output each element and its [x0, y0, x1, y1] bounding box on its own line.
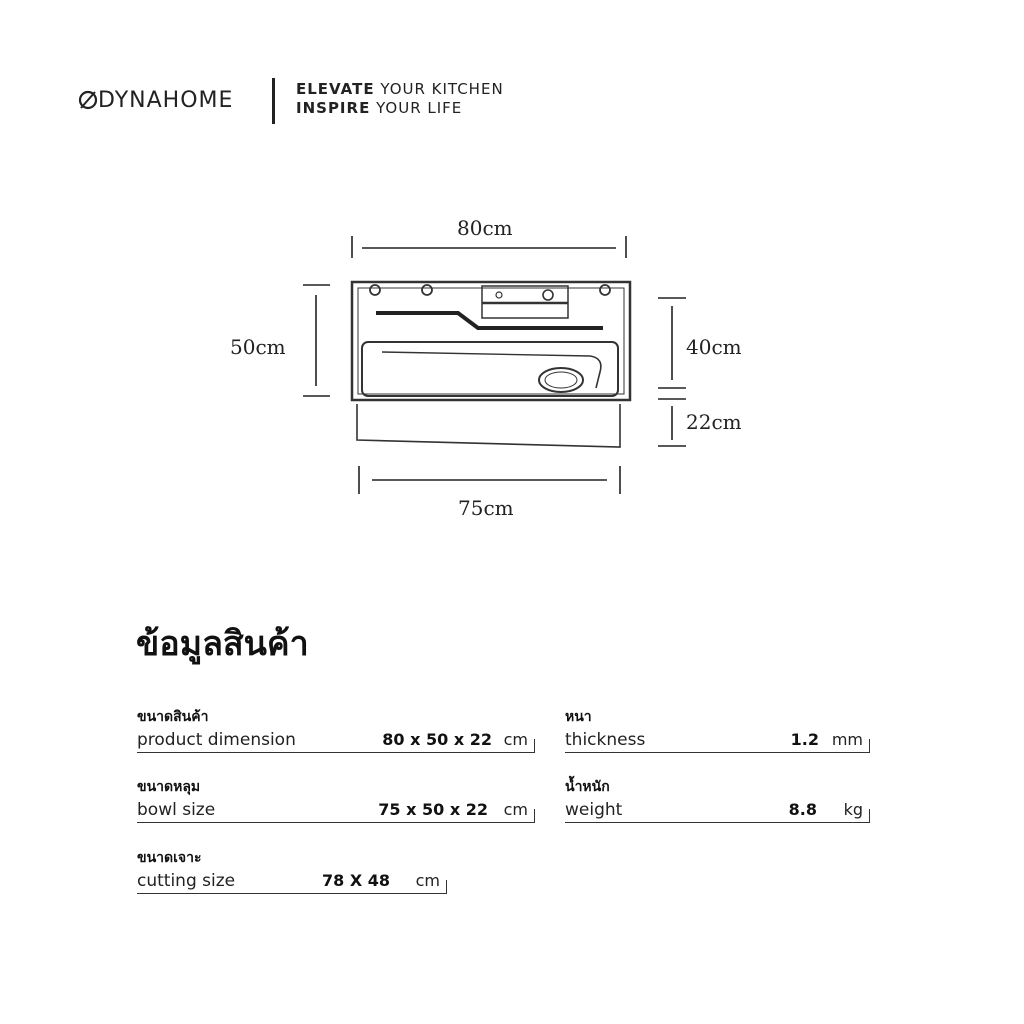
- spec-value: 8.8: [788, 800, 817, 819]
- spec-english-label: cutting size: [137, 871, 236, 891]
- spec-thai-label: ขนาดสินค้า: [137, 709, 209, 725]
- spec-unit: cm: [503, 730, 528, 749]
- dim-label-bowl-depth: 40cm: [686, 335, 742, 359]
- spec-value: 80 x 50 x 22: [382, 730, 492, 749]
- spec-unit: mm: [831, 730, 863, 749]
- spec-thai-label: หนา: [565, 709, 592, 725]
- sink-ledge: [376, 313, 603, 328]
- spec-value: 78 X 48: [321, 871, 390, 890]
- spec-row: [137, 867, 446, 894]
- spec-english-label: bowl size: [137, 800, 216, 820]
- spec-cutting-size: [137, 849, 446, 894]
- spec-weight: [565, 778, 869, 823]
- spec-unit: cm: [415, 871, 440, 890]
- dim-label-depth: 50cm: [230, 335, 286, 359]
- spec-value: 75 x 50 x 22: [378, 800, 488, 819]
- dim-label-top-width: 80cm: [457, 216, 513, 240]
- spec-english-label: thickness: [565, 730, 646, 750]
- tap-hole-2: [422, 285, 432, 295]
- spec-thai-label: น้ำหนัก: [565, 779, 610, 795]
- spec-unit: cm: [503, 800, 528, 819]
- tagline-line1-bold: ELEVATE: [296, 80, 375, 98]
- tap-hole-3: [600, 285, 610, 295]
- tagline-line1-rest: YOUR KITCHEN: [374, 80, 504, 98]
- spec-thai-label: ขนาดหลุม: [137, 779, 201, 795]
- spec-row: [565, 796, 869, 823]
- tagline-line2-rest: YOUR LIFE: [370, 99, 463, 117]
- spec-bowl-size: [137, 778, 534, 823]
- tap-hole-1: [370, 285, 380, 295]
- spec-row: [565, 726, 869, 753]
- spec-product-dimension: [137, 708, 534, 753]
- sink-lower-body: [357, 404, 620, 447]
- brand-name: DYNAHOME: [98, 88, 234, 113]
- dim-label-bottom-width: 75cm: [458, 496, 514, 520]
- spec-thickness: [565, 708, 869, 753]
- tagline-line2-bold: INSPIRE: [296, 99, 371, 117]
- spec-english-label: weight: [565, 800, 623, 820]
- spec-thai-label: ขนาดเจาะ: [137, 850, 202, 866]
- spec-row: [137, 796, 534, 823]
- spec-english-label: product dimension: [137, 730, 296, 750]
- dim-label-height: 22cm: [686, 410, 742, 434]
- spec-row: [137, 726, 534, 753]
- spec-value: 1.2: [790, 730, 819, 749]
- product-info-title: ข้อมูลสินค้า: [136, 624, 309, 664]
- spec-unit: kg: [843, 800, 863, 819]
- sink-bowl: [362, 342, 618, 396]
